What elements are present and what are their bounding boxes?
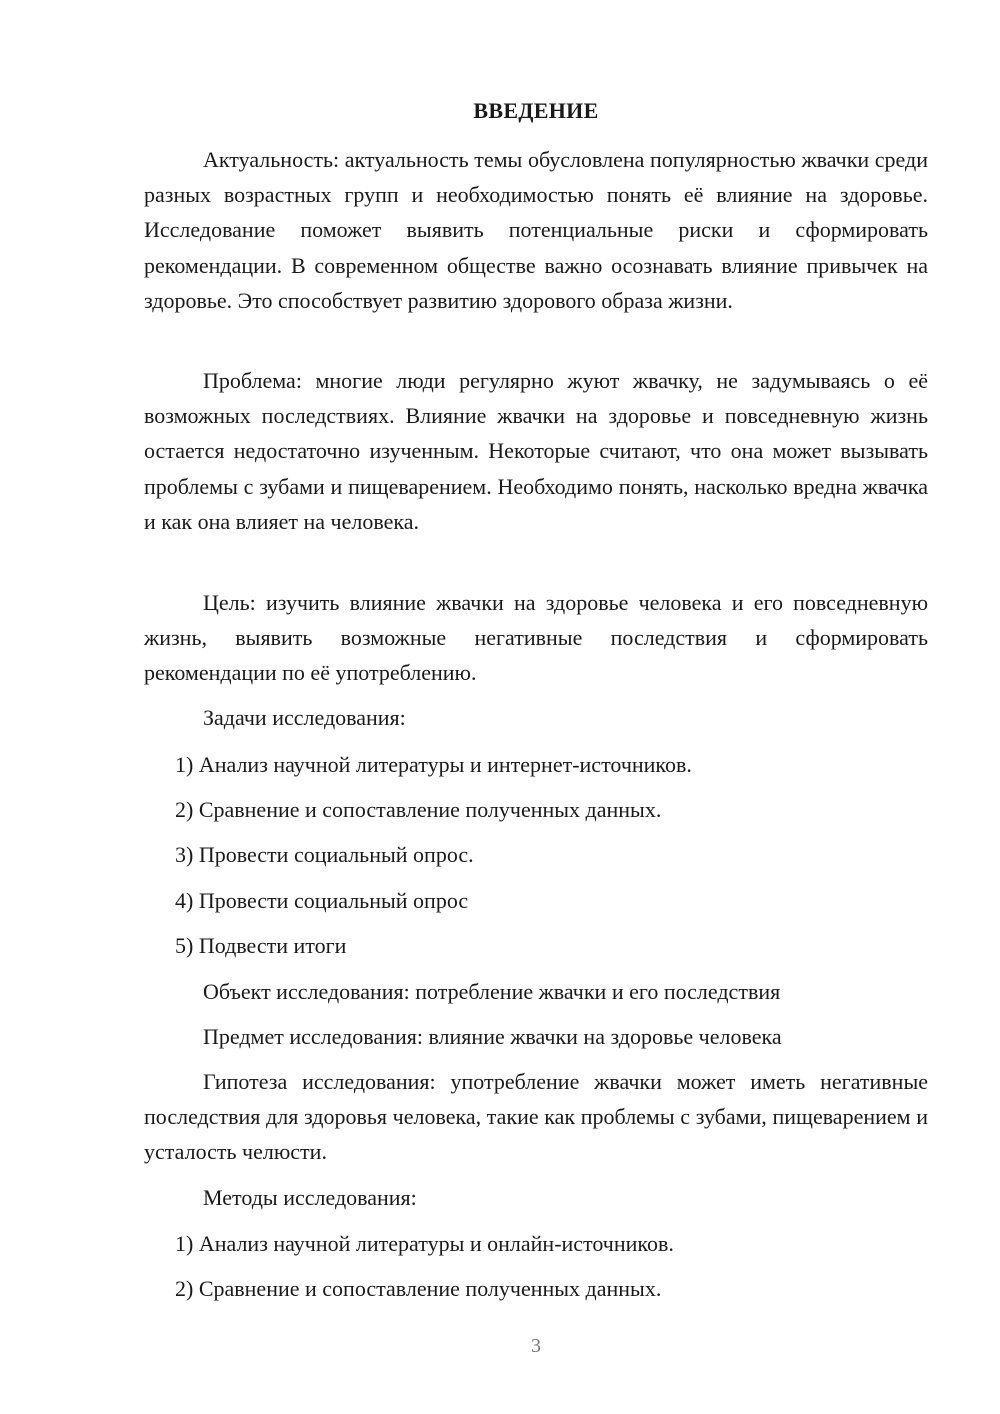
- paragraph-hypothesis: Гипотеза исследования: употребление жвачки может иметь негативные последствия для здоровья человека, такие как проблемы с зубами, пищеварением и усталость челюсти.: [144, 1069, 928, 1165]
- method-item: 2) Сравнение и сопоставление полученных данных.: [175, 1276, 662, 1301]
- task-item: 3) Провести социальный опрос.: [175, 842, 474, 867]
- page-number: 3: [531, 1335, 541, 1357]
- method-item: 1) Анализ научной литературы и онлайн-источников.: [175, 1231, 674, 1256]
- task-item: 4) Провести социальный опрос: [175, 888, 469, 913]
- methods-heading: Методы исследования:: [203, 1185, 417, 1210]
- task-item: 1) Анализ научной литературы и интернет-источников.: [175, 752, 692, 777]
- paragraph-relevance: Актуальность: актуальность темы обусловлена популярностью жвачки среди разных возрастных групп и необходимостью понять её влияние на здоровье. Исследование поможет выявить потенциальные риски и сформировать рекомендации. В современном обществе важно осознавать влияние привычек на здоровье. Это способствует развитию здорового образа жизни.: [144, 147, 928, 313]
- paragraph-goal: Цель: изучить влияние жвачки на здоровье человека и его повседневную жизнь, выявить возможные негативные последствия и сформировать рекомендации по её употреблению.: [144, 590, 928, 686]
- tasks-heading: Задачи исследования:: [203, 705, 406, 730]
- task-item: 2) Сравнение и сопоставление полученных данных.: [175, 797, 662, 822]
- research-subject: Предмет исследования: влияние жвачки на здоровье человека: [203, 1024, 782, 1049]
- page-title: ВВЕДЕНИЕ: [473, 98, 599, 123]
- research-object: Объект исследования: потребление жвачки и его последствия: [203, 979, 781, 1004]
- paragraph-problem: Проблема: многие люди регулярно жуют жвачку, не задумываясь о её возможных последствиях. Влияние жвачки на здоровье и повседневную жизнь остается недостаточно изученным. Некоторые считают, что она может вызывать проблемы с зубами и пищеварением. Необходимо понять, насколько вредна жвачка и как она влияет на человека.: [144, 368, 928, 534]
- task-item: 5) Подвести итоги: [175, 933, 347, 958]
